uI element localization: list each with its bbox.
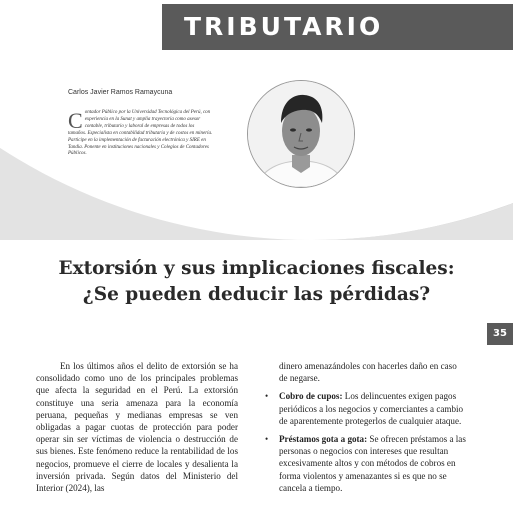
- list-item: [263, 433, 466, 494]
- bio-drop-cap: C: [68, 108, 83, 133]
- author-bio: [68, 110, 213, 158]
- author-name: Carlos Javier Ramos Ramaycuna: [68, 89, 173, 96]
- body-column-right: [263, 360, 466, 500]
- list-item-label: Préstamos gota a gota:: [279, 434, 368, 445]
- list-item-text: Los delincuentes exigen pagos periódicos a los negocios y comerciantes a cambio de aparentemente protegerlos de cualquier ataque.: [279, 391, 464, 426]
- body-column-left: [36, 360, 238, 494]
- bio-text: ontador Público por la Universidad Tecnológica del Perú, con experiencia en la Sunat y amplia trayectoria como asesor contable, tributario y laboral de empresas de todos los tamaños. Especialista en contabilidad tributaria y de costos en minería. Participe en la implementación de facturación electrónica y SIRE en Tandia. Ponente en instituciones nacionales y Colegios de Contadores Públicos.: [68, 110, 213, 157]
- bullet-icon: •: [265, 391, 269, 402]
- list-item: [263, 390, 466, 427]
- section-title: TRIBUTARIO: [184, 12, 384, 41]
- list-item-label: Cobro de cupos:: [279, 391, 343, 402]
- right-intro-text: dinero amenazándoles con hacerles daño en caso de negarse.: [279, 361, 457, 384]
- body-paragraph: En los últimos años el delito de extorsión se ha consolidado como uno de los principales problemas que afecta la seguridad en el Perú. La extorsión constituye una seria amenaza para la economía peruana, pequeñas y medianas empresas se ven obligadas a pagar cuotas de protección para poder operar sin ser víctimas de violencia o destrucción de sus bienes. Este fenómeno reduce la rentabilidad de los negocios, promueve el cierre de locales y desalienta la inversión privada. Según datos del Ministerio del Interior (2024), las: [36, 361, 238, 494]
- list-item-text: Se ofrecen préstamos a las personas o negocios con intereses que resultan excesivamente altos y con métodos de cobros en forma violentos y amenazantes si es que no se cancela a tiempo.: [279, 434, 466, 493]
- article-title-line1: Extorsión y sus implicaciones fiscales:: [58, 258, 455, 279]
- article-title-line2: ¿Se pueden deducir las pérdidas?: [82, 284, 431, 305]
- page-number: 35: [487, 323, 513, 345]
- extortion-list: [263, 390, 466, 494]
- article-title: [0, 256, 513, 308]
- author-photo: [247, 80, 355, 188]
- bullet-icon: •: [265, 434, 269, 445]
